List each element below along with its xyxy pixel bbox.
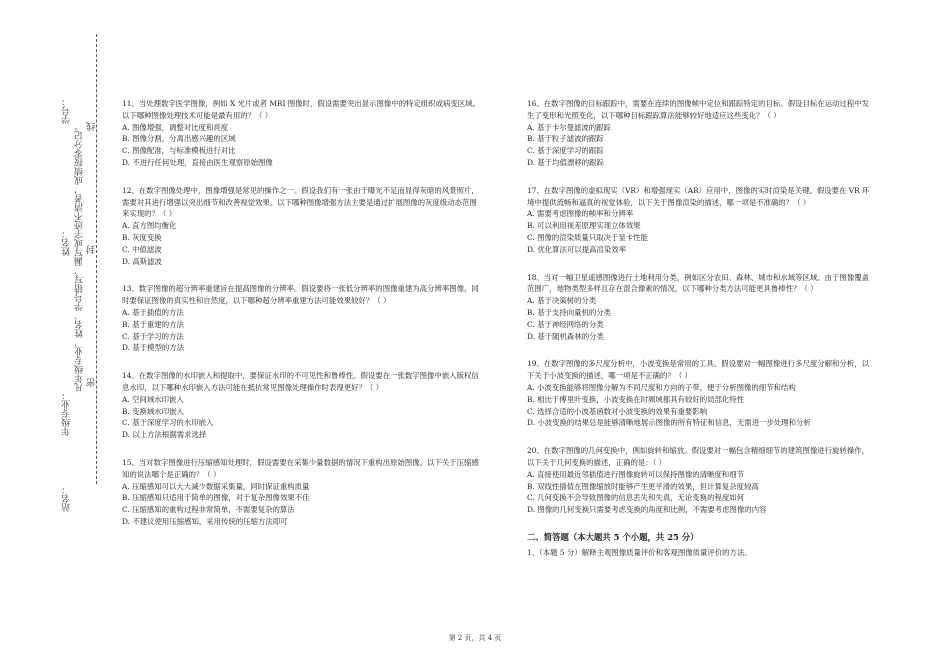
option-a: A. 基于决策树的分类 (527, 296, 597, 306)
binding-secret-mark: 密 (87, 378, 97, 387)
question-12 (122, 185, 484, 268)
option-c: C. 压缩感知的重构过程非常简单，不需要复杂的算法 (122, 505, 295, 515)
option-a: A. 直接使用最近邻插值进行图像旋转可以保持图像的清晰度和细节 (527, 469, 744, 479)
option-a: A. 小波变换能够将图像分解为不同尺度和方向的子带，便于分析图像的细节和结构 (527, 382, 796, 392)
question-stem: 15、当对数字图像进行压缩感知处理时，假设需要在采集少量数据的情况下重构出原始图像。以下关于压缩感知的说法哪个是正确的？（ ） (122, 457, 479, 479)
option-a: A. 图像增强，调整对比度和亮度 (122, 122, 229, 132)
option-c: C. 选择合适的小波基函数对小波变换的效果有重要影响 (527, 406, 708, 416)
option-d: D. 基于随机森林的分类 (527, 331, 604, 341)
question-14 (122, 370, 484, 441)
question-13 (122, 283, 484, 354)
option-a: A. 基于插值的方法 (122, 307, 184, 317)
option-c: C. 几何变换不会导致图像的信息丢失和失真，无论变换的程度如何 (527, 493, 745, 503)
option-d: D. 图像的几何变换只需要考虑变换的角度和比例，不需要考虑图像的内容 (527, 505, 767, 515)
question-stem: 20、在数字图像的几何变换中，例如旋转和缩放。假设要对一幅包含精细细节的建筑图像进行旋转操作，以下关于几何变换的描述，正确的是：（ ） (527, 446, 869, 467)
option-b: B. 可以利用视差原理实现立体效果 (527, 221, 641, 231)
short-answer-question-1: 1、（本题 5 分）解释主观图像质量评价和客观图像质量评价的方法。 (527, 547, 752, 557)
question-11 (122, 98, 484, 169)
question-stem: 18、当对一幅卫星遥感图像进行土地利用分类，例如区分农田、森林、城市和水域等区域。由于图像覆盖范围广，地物类型多样且存在混合像素的情况，以下哪种分类方法可能更具鲁棒性？（ ） (527, 272, 869, 294)
binding-notice: 凡年级专业、姓名、学号错写、漏写或字迹不清者，成绩按零分记。 (75, 122, 85, 392)
binding-seal-mark: 封 (87, 245, 97, 254)
question-stem: 11、当处理数字医学图像，例如 X 光片或者 MRI 图像时，假设需要突出显示图像中的特定组织或病变区域。以下哪种图像处理技术可能是最有用的？（ ） (122, 99, 480, 120)
binding-id-line: 学号： (62, 97, 72, 124)
option-c: C. 基于深度学习的水印嵌入 (122, 418, 214, 428)
option-b: B. 基于重建的方法 (122, 319, 184, 329)
question-stem: 17、在数字图像的虚拟现实（VR）和增强现实（AR）应用中，图像的实时渲染是关键。假设要在 VR 环境中提供流畅和逼真的视觉体验，以下关于图像渲染的描述，哪一项是不准确的？（ ） (527, 185, 870, 207)
question-stem: 14、在数字图像的水印嵌入和提取中，要保证水印的不可见性和鲁棒性。假设要在一张数字图像中嵌入版权信息水印，以下哪种水印嵌入方法可能在抵抗常见图像处理操作时表现更好？（ ） (122, 371, 479, 392)
short-answer-section (527, 532, 872, 559)
binding-major-line: 年级专业： (62, 391, 72, 436)
left-column (122, 98, 484, 544)
option-a: A. 基于卡尔曼滤波的跟踪 (527, 122, 611, 132)
option-c: C. 中值滤波 (122, 244, 162, 254)
option-b: B. 基于粒子滤波的跟踪 (527, 134, 604, 144)
option-b: B. 灰度变换 (122, 232, 162, 242)
option-d: D. 以上方法根据需求选择 (122, 430, 207, 440)
option-c: C. 基于深度学习的跟踪 (527, 146, 604, 156)
question-19 (527, 358, 872, 429)
option-b: B. 压缩感知只适用于简单的图像，对于复杂图像效果不佳 (122, 493, 310, 503)
option-b: B. 图像分割，分离出感兴趣的区域 (122, 134, 236, 144)
binding-name-line: 姓名： (62, 229, 72, 256)
question-15 (122, 457, 484, 528)
binding-cut-line (96, 34, 97, 484)
section-title: 二、简答题（本大题共 5 个小题，共 25 分） (527, 531, 699, 542)
binding-station-line: 站名： (62, 485, 72, 512)
option-b: B. 双线性插值在图像缩放时能够产生更平滑的效果，但计算复杂度较高 (527, 481, 759, 491)
option-c: C. 图像配准，与标准模板进行对比 (122, 146, 236, 156)
option-a: A. 需要考虑图像的帧率和分辨率 (527, 209, 634, 219)
option-d: D. 小波变换的结果总是能够清晰地展示图像的所有特征和信息，无需进一步处理和分析 (527, 418, 811, 428)
question-stem: 16、在数字图像的目标跟踪中，需要在连续的图像帧中定位和跟踪特定的目标。假设目标在运动过程中发生了变形和光照变化，以下哪种目标跟踪算法能够较好地适应这些变化？（ ） (527, 99, 869, 120)
option-d: D. 优化算法可以提高渲染效率 (527, 244, 627, 254)
option-b: B. 变换域水印嵌入 (122, 406, 184, 416)
binding-line-mark: 线 (87, 122, 97, 131)
option-b: B. 相比于傅里叶变换，小波变换在时频域都具有较好的局部化特性 (527, 394, 745, 404)
question-stem: 12、在数字图像处理中，图像增强是常见的操作之一。假设我们有一张由于曝光不足而显得灰暗的风景照片，需要对其进行增强以突出细节和改善视觉效果。以下哪种图像增强方法主要是通过扩展图像的灰度级动态范围来实现的？（ ） (122, 185, 479, 219)
question-20 (527, 445, 872, 516)
option-d: D. 基于模型的方法 (122, 343, 185, 353)
option-d: D. 不建议使用压缩感知，采用传统的压缩方法即可 (122, 516, 288, 526)
question-16 (527, 98, 872, 169)
question-stem: 13、数字图像的超分辨率重建旨在提高图像的分辨率。假设要将一张低分辨率的图像重建为高分辨率图像，同时要保证图像的真实性和自然度，以下哪种超分辨率重建方法可能效果较好？（ ） (122, 284, 479, 306)
option-c: C. 图像的渲染质量只取决于显卡性能 (527, 232, 648, 242)
option-d: D. 基于均值漂移的跟踪 (527, 157, 604, 167)
page-number: 第 2 页，共 4 页 (448, 634, 502, 642)
question-stem: 19、在数字图像的多尺度分析中，小波变换是常用的工具。假设要对一幅图像进行多尺度分解和分析，以下关于小波变换的描述，哪一项是不正确的？（ ） (527, 359, 869, 381)
question-18 (527, 272, 872, 343)
option-a: A. 直方图均衡化 (122, 221, 177, 231)
option-d: D. 不进行任何处理，直接由医生观察原始图像 (122, 157, 273, 167)
option-a: A. 空间域水印嵌入 (122, 394, 184, 404)
option-c: C. 基于神经网络的分类 (527, 319, 604, 329)
option-b: B. 基于支持向量机的分类 (527, 307, 612, 317)
option-a: A. 压缩感知可以大大减少数据采集量，同时保证重构质量 (122, 481, 310, 491)
option-c: C. 基于学习的方法 (122, 331, 184, 341)
right-column (527, 98, 872, 559)
option-d: D. 高斯滤波 (122, 256, 162, 266)
question-17 (527, 185, 872, 256)
